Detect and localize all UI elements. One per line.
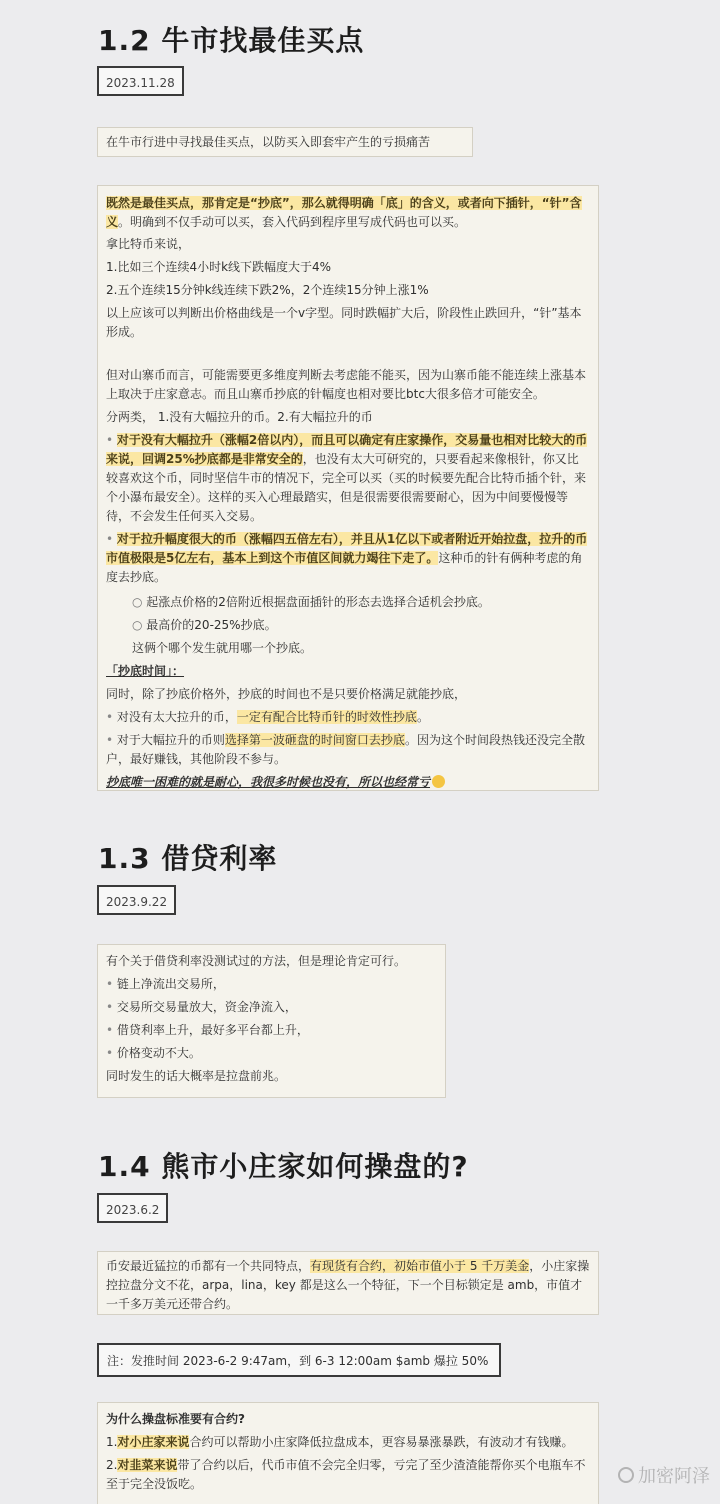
section-title-1-4: 1.4 熊市小庄家如何操盘的? — [98, 1150, 469, 1183]
list-item — [106, 431, 590, 526]
paragraph: 有个关于借贷利率没测试过的方法，但是理论肯定可行。 — [106, 954, 407, 968]
content-box-1-4 — [97, 1251, 599, 1315]
text: ，小庄家操控拉盘分文不花，arpa，lina，key 都是这么一个特征，下一个目标锁定是 amb，市值才一千多万美元还带合约。 — [106, 1259, 590, 1311]
sub-list-item: ○ 最高价的20-25%抄底。 — [106, 616, 590, 635]
list-item — [106, 708, 590, 727]
paragraph — [106, 194, 590, 232]
section-title-1-3: 1.3 借贷利率 — [98, 842, 278, 875]
summary-callout-1-2 — [97, 127, 473, 157]
list-item: • 价格变动不大。 — [106, 1044, 437, 1063]
highlight-text: 对韭菜来说 — [117, 1458, 178, 1472]
summary-text: 在牛市行进中寻找最佳买点，以防买入即套牢产生的亏损痛苦 — [106, 135, 431, 149]
paragraph: 分两类， 1.没有大幅拉升的币。2.有大幅拉升的币 — [106, 410, 373, 424]
highlight-text: 对小庄家来说 — [117, 1435, 190, 1449]
paragraph — [106, 1433, 590, 1452]
paragraph — [106, 1257, 590, 1314]
date-badge-1-3: 2023.9.22 — [97, 885, 176, 915]
sweat-smile-emoji-icon — [432, 775, 445, 788]
wechat-icon — [618, 1467, 634, 1483]
list-item: • 交易所交易量放大，资金净流入， — [106, 998, 437, 1017]
paragraph: 同时，除了抄底价格外，抄底的时间也不是只要价格满足就能抄底， — [106, 687, 467, 701]
text: 。因为这个时间段热钱还没完全散户，最好赚钱，其他阶段不参与。 — [106, 733, 585, 766]
highlight-text: 一定有配合比特币针的时效性抄底 — [236, 710, 417, 724]
paragraph: 但对山寨币而言，可能需要更多维度判断去考虑能不能买，因为山寨币能不能连续上涨基本上取决于庄家意志。而且山寨币抄底的针幅度也相对要比btc大很多倍才可能安全。 — [106, 368, 587, 401]
text: 对没有太大拉升的币， — [116, 710, 237, 724]
text: 对于大幅拉升的币则 — [116, 733, 225, 747]
question-heading: 为什么操盘标准要有合约? — [106, 1412, 245, 1426]
list-item: • 链上净流出交易所， — [106, 975, 437, 994]
list-item — [106, 731, 590, 769]
text: 。明确到不仅手动可以买，套入代码到程序里写成代码也可以买。 — [118, 215, 467, 229]
sub-list-item: ○ 起涨点价格的2倍附近根据盘面插针的形态去选择合适机会抄底。 — [106, 593, 590, 612]
text: 带了合约以后，代币市值不会完全归零，亏完了至少渣渣能帮你买个电瓶车不至于完全没饭吃。 — [106, 1458, 586, 1491]
bold-italic-text: 抄底唯一困难的就是耐心，我很多时候也没有，所以也经常亏 — [106, 775, 431, 789]
highlight-text: 有现货有合约，初始市值小于 5 千万美金 — [310, 1259, 530, 1273]
subheading-time: 「抄底时间」： — [106, 664, 185, 678]
paragraph: 1.比如三个连续4小时k线下跌幅度大于4% — [106, 260, 332, 274]
paragraph: 以上应该可以判断出价格曲线是一个v字型。同时跌幅扩大后，阶段性止跌回升，“针”基本形成。 — [106, 306, 582, 339]
closing-line — [106, 773, 590, 792]
list-item — [106, 530, 590, 587]
content-box-1-2 — [97, 185, 599, 791]
date-badge-1-2: 2023.11.28 — [97, 66, 184, 96]
text: 币安最近猛拉的币都有一个共同特点， — [106, 1259, 311, 1273]
paragraph: 2.五个连续15分钟k线连续下跌2%，2个连续15分钟上涨1% — [106, 283, 429, 297]
note-text: 注：发推时间 2023-6-2 9:47am，到 6-3 12:00am $amb 爆拉 50% — [107, 1354, 489, 1368]
text: 。 — [416, 710, 429, 724]
highlight-text: 既然是最佳买点，那肯定是“抄底”，那么就得明确「底」的含义，或者向下插针，“针”含义 — [106, 196, 582, 229]
paragraph: 拿比特币来说， — [106, 237, 191, 251]
list-item: • 借贷利率上升，最好多平台都上升， — [106, 1021, 437, 1040]
text: 这种币的针有俩种考虑的角度去抄底。 — [106, 551, 583, 584]
section-title-1-2: 1.2 牛市找最佳买点 — [98, 24, 365, 57]
text: 1. — [106, 1435, 118, 1449]
content-box-1-3 — [97, 944, 446, 1098]
sub-list-note: 这俩个哪个发生就用哪一个抄底。 — [132, 641, 313, 655]
note-box — [97, 1343, 501, 1377]
highlight-text: 选择第一波砸盘的时间窗口去抄底 — [224, 733, 405, 747]
watermark — [618, 1462, 710, 1488]
content-box-1-4-qa — [97, 1402, 599, 1504]
paragraph: 同时发生的话大概率是拉盘前兆。 — [106, 1069, 287, 1083]
watermark-text: 加密阿泽 — [638, 1466, 710, 1487]
text: ，也没有太大可研究的，只要看起来像根针，你又比较喜欢这个币，同时坚信牛市的情况下，完全可以买（买的时候要先配合比特币插个针，来个小瀑布最安全）。这样的买入心理最踏实，但是很需要很需要耐心，因为中间要慢慢等待，不会发生任何买入交易。 — [106, 452, 587, 523]
text: 2. — [106, 1458, 118, 1472]
date-badge-1-4: 2023.6.2 — [97, 1193, 168, 1223]
paragraph — [106, 1456, 590, 1494]
text: 合约可以帮助小庄家降低拉盘成本，更容易暴涨暴跌，有波动才有钱赚。 — [189, 1435, 574, 1449]
highlight-text: 对于拉升幅度很大的币（涨幅四五倍左右），并且从1亿以下或者附近开始拉盘，拉升的币市值极限是5亿左右，基本上到这个市值区间就力竭往下走了。 — [106, 532, 588, 565]
highlight-text: 对于没有大幅拉升（涨幅2倍以内），而且可以确定有庄家操作，交易量也相对比较大的币来说，回调25%抄底都是非常安全的 — [106, 433, 588, 466]
